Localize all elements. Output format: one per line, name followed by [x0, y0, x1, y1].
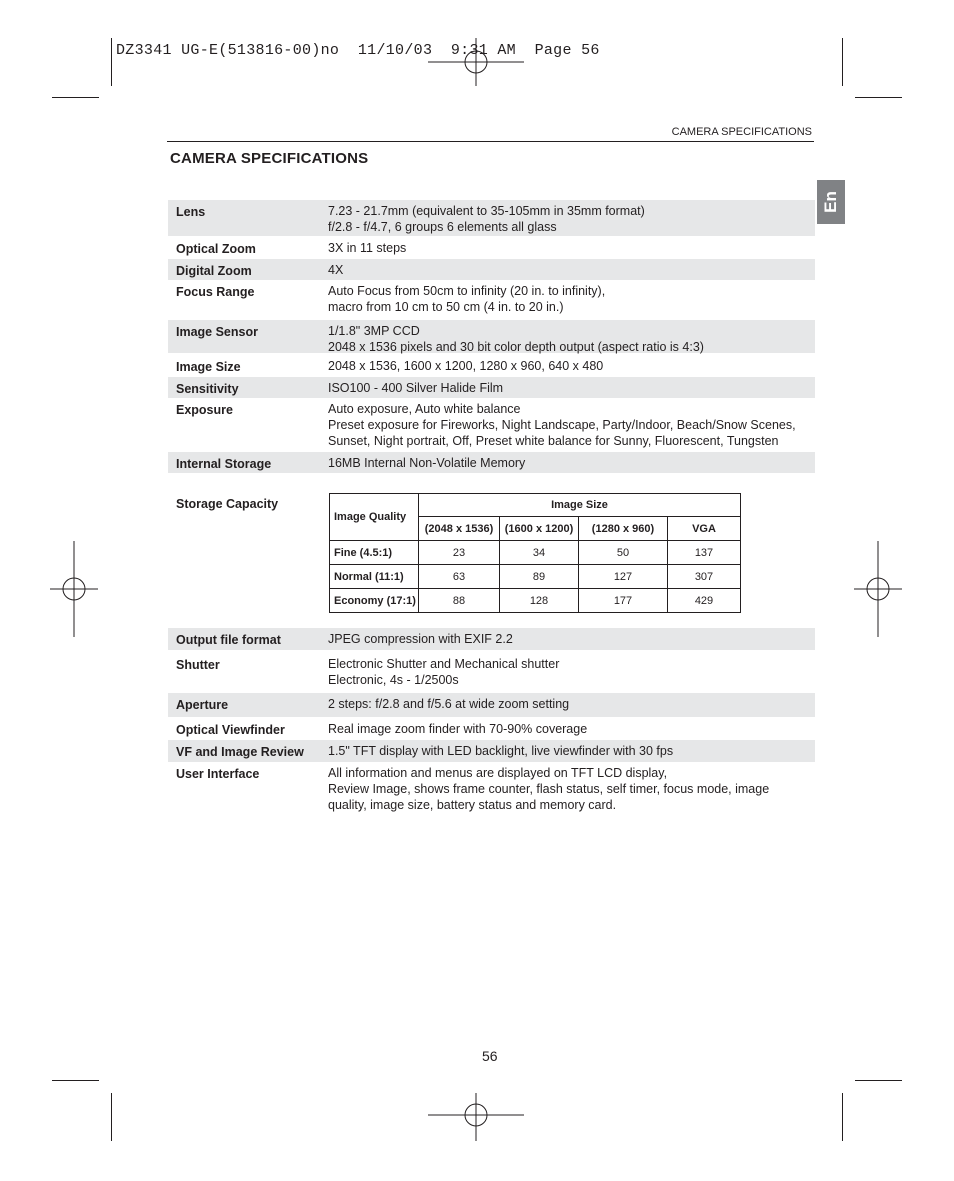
- spec-value-line: 16MB Internal Non-Volatile Memory: [328, 456, 526, 470]
- crop-mark: [52, 97, 99, 98]
- value-cell: 34: [500, 541, 579, 565]
- spec-label: Output file format: [176, 633, 281, 647]
- spec-row: [168, 452, 815, 473]
- crop-mark: [842, 38, 843, 86]
- spec-value: [328, 656, 818, 688]
- value-cell: 50: [579, 541, 668, 565]
- spec-value-line: Auto exposure, Auto white balance: [328, 402, 521, 416]
- spec-value-line: Preset exposure for Fireworks, Night Landscape, Party/Indoor, Beach/Snow Scenes,: [328, 418, 796, 432]
- spec-label: Optical Viewfinder: [176, 723, 285, 737]
- spec-value: [328, 455, 818, 471]
- spec-value: [328, 631, 818, 647]
- column-header: (2048 x 1536): [419, 517, 500, 541]
- spec-value: [328, 743, 818, 759]
- column-header: (1600 x 1200): [500, 517, 579, 541]
- value-cell: 89: [500, 565, 579, 589]
- spec-row: [168, 762, 815, 814]
- spec-label: Internal Storage: [176, 457, 272, 471]
- spec-row: [168, 259, 815, 280]
- spec-row: [168, 693, 815, 717]
- spec-value-line: Real image zoom finder with 70-90% coverage: [328, 722, 588, 736]
- table-row: [330, 565, 741, 589]
- storage-capacity-label: Storage Capacity: [176, 497, 279, 511]
- spec-row: [168, 628, 815, 650]
- spec-label: Image Sensor: [176, 325, 258, 339]
- spec-row: [168, 740, 815, 762]
- page-number: 56: [482, 1048, 498, 1064]
- spec-value-line: Auto Focus from 50cm to infinity (20 in. to infinity),: [328, 284, 606, 298]
- registration-mark-left: [50, 541, 100, 637]
- table-row: [330, 589, 741, 613]
- language-tab: En: [817, 180, 845, 224]
- spec-value: [328, 401, 818, 449]
- value-cell: 128: [500, 589, 579, 613]
- spec-row: [168, 237, 815, 258]
- table-row: [330, 541, 741, 565]
- running-head: CAMERA SPECIFICATIONS: [671, 126, 812, 138]
- spec-label: Image Size: [176, 360, 241, 374]
- spec-row: [168, 653, 815, 691]
- spec-value-line: 7.23 - 21.7mm (equivalent to 35-105mm in 35mm format): [328, 204, 645, 218]
- value-cell: 88: [419, 589, 500, 613]
- spec-label: Shutter: [176, 658, 220, 672]
- print-slug: DZ3341 UG-E(513816-00)no 11/10/03 9:31 AM Page 56: [116, 42, 600, 59]
- spec-value-line: 1.5" TFT display with LED backlight, live viewfinder with 30 fps: [328, 744, 674, 758]
- value-cell: 127: [579, 565, 668, 589]
- spec-value-line: Review Image, shows frame counter, flash status, self timer, focus mode, image: [328, 782, 770, 796]
- crop-mark: [855, 1080, 902, 1081]
- spec-row: [168, 280, 815, 318]
- spec-label: Focus Range: [176, 285, 255, 299]
- spec-value-line: 2048 x 1536 pixels and 30 bit color depth output (aspect ratio is 4:3): [328, 340, 704, 354]
- spec-value-line: 2048 x 1536, 1600 x 1200, 1280 x 960, 640 x 480: [328, 359, 604, 373]
- registration-mark-bottom: [428, 1093, 526, 1143]
- spec-label: Lens: [176, 205, 206, 219]
- spec-value: [328, 380, 818, 396]
- crop-mark: [842, 1093, 843, 1141]
- crop-mark: [111, 1093, 112, 1141]
- spec-row: [168, 355, 815, 376]
- spec-label: Optical Zoom: [176, 242, 256, 256]
- spec-value-line: 4X: [328, 263, 344, 277]
- spec-row: [168, 398, 815, 450]
- spec-value-line: 1/1.8" 3MP CCD: [328, 324, 420, 338]
- spec-label: Digital Zoom: [176, 264, 252, 278]
- spec-label: VF and Image Review: [176, 745, 304, 759]
- value-cell: 23: [419, 541, 500, 565]
- spec-label: User Interface: [176, 767, 260, 781]
- quality-cell: Economy (17:1): [330, 589, 419, 613]
- value-cell: 429: [668, 589, 741, 613]
- spec-value-line: JPEG compression with EXIF 2.2: [328, 632, 513, 646]
- spec-label: Exposure: [176, 403, 233, 417]
- spec-value: [328, 262, 818, 278]
- registration-mark-right: [854, 541, 904, 637]
- column-header: VGA: [668, 517, 741, 541]
- spec-value-line: Sunset, Night portrait, Off, Preset white balance for Sunny, Fluorescent, Tungsten: [328, 434, 779, 448]
- value-cell: 137: [668, 541, 741, 565]
- spec-value-line: 3X in 11 steps: [328, 241, 407, 255]
- spec-value-line: macro from 10 cm to 50 cm (4 in. to 20 in.): [328, 300, 564, 314]
- header-rule: [167, 141, 814, 142]
- value-cell: 177: [579, 589, 668, 613]
- crop-mark: [52, 1080, 99, 1081]
- quality-cell: Fine (4.5:1): [330, 541, 419, 565]
- spec-value-line: ISO100 - 400 Silver Halide Film: [328, 381, 504, 395]
- value-cell: 307: [668, 565, 741, 589]
- spec-row: [168, 200, 815, 236]
- spec-value: [328, 765, 818, 813]
- page-title: CAMERA SPECIFICATIONS: [170, 150, 369, 167]
- spec-value-line: f/2.8 - f/4.7, 6 groups 6 elements all glass: [328, 220, 557, 234]
- crop-mark: [855, 97, 902, 98]
- spec-value: [328, 283, 818, 315]
- spec-value: [328, 240, 818, 256]
- spec-value: [328, 203, 818, 235]
- spec-value-line: 2 steps: f/2.8 and f/5.6 at wide zoom setting: [328, 697, 570, 711]
- spec-row: [168, 320, 815, 353]
- spec-value-line: quality, image size, battery status and memory card.: [328, 798, 617, 812]
- value-cell: 63: [419, 565, 500, 589]
- spec-value-line: Electronic Shutter and Mechanical shutter: [328, 657, 560, 671]
- spec-value: [328, 358, 818, 374]
- spec-value-line: All information and menus are displayed on TFT LCD display,: [328, 766, 668, 780]
- spec-label: Aperture: [176, 698, 229, 712]
- spec-label: Sensitivity: [176, 382, 239, 396]
- spec-value: [328, 323, 818, 355]
- spec-value: [328, 721, 818, 737]
- spec-value-line: Electronic, 4s - 1/2500s: [328, 673, 459, 687]
- quality-cell: Normal (11:1): [330, 565, 419, 589]
- spec-value: [328, 696, 818, 712]
- storage-capacity-table: [329, 493, 741, 613]
- spec-row: [168, 718, 815, 738]
- crop-mark: [111, 38, 112, 86]
- column-header: (1280 x 960): [579, 517, 668, 541]
- image-size-header: Image Size: [419, 494, 741, 517]
- image-quality-header: Image Quality: [330, 494, 419, 541]
- spec-row: [168, 377, 815, 398]
